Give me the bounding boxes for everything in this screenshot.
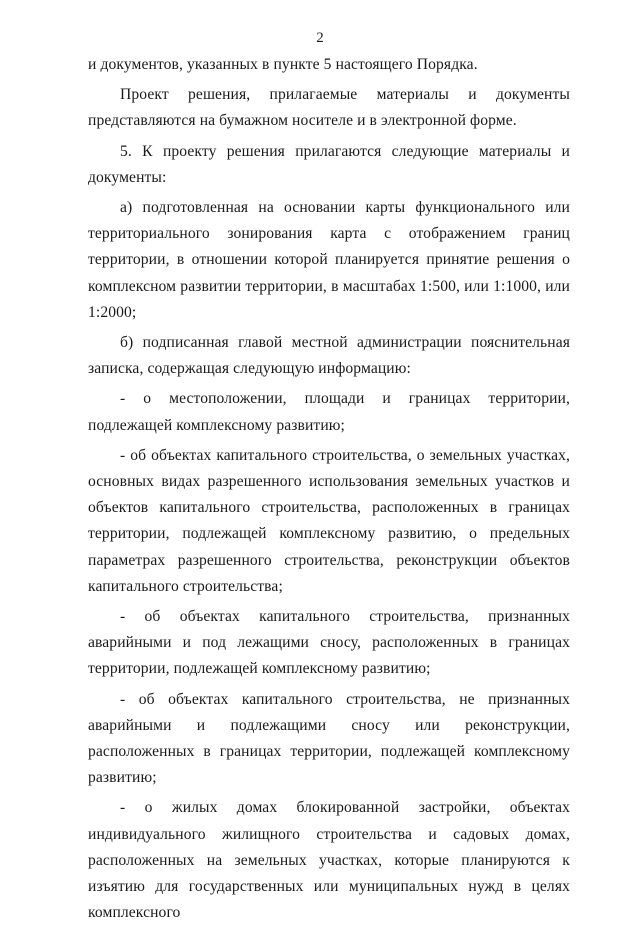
paragraph-subitem-a: а) подготовленная на основании карты функционального или территориального зонирования карта с отображением границ территории, в отношении которой планируется принятие решения о комплексном развитии территории, в масштабах 1:500, или 1:1000, или 1:2000;	[88, 199, 570, 321]
page-number: 2	[316, 30, 324, 46]
list-item-emergency-objects: - об объектах капитального строительства, признанных аварийными и под лежащими сносу, расположенных в границах территории, подлежащей комплексному развитию;	[88, 608, 570, 678]
paragraph-item-5: 5. К проекту решения прилагаются следующие материалы и документы:	[88, 142, 570, 186]
list-item-residential-houses: - о жилых домах блокированной застройки, объектах индивидуального жилищного строительства и садовых домах, расположенных на земельных участках, которые планируются к изъятию для государственных или муниципальных нужд в целях комплексного	[88, 799, 570, 922]
list-item-non-emergency-objects: - об объектах капитального строительства, не признанных аварийными и подлежащими сносу или реконструкции, расположенных в границах территории, подлежащей комплексному развитию;	[88, 690, 570, 787]
list-item-capital-objects: - об объектах капитального строительства, о земельных участках, основных видах разрешенного использования земельных участков и объектов капитального строительства, расположенных в границах территории, подлежащей комплексному развитию, о предельных параметрах разрешенного строительства, реконструкции объектов капитального строительства;	[88, 446, 570, 595]
list-item-location: - о местоположении, площади и границах территории, подлежащей комплексному развитию;	[88, 390, 570, 434]
paragraph-draft-decision: Проект решения, прилагаемые материалы и документы представляются на бумажном носителе и в электронной форме.	[88, 86, 570, 130]
paragraph-continuation: и документов, указанных в пункте 5 настоящего Порядка.	[88, 56, 478, 73]
document-body	[88, 52, 570, 927]
paragraph-subitem-b: б) подписанная главой местной администрации пояснительная записка, содержащая следующую информацию:	[88, 334, 570, 378]
